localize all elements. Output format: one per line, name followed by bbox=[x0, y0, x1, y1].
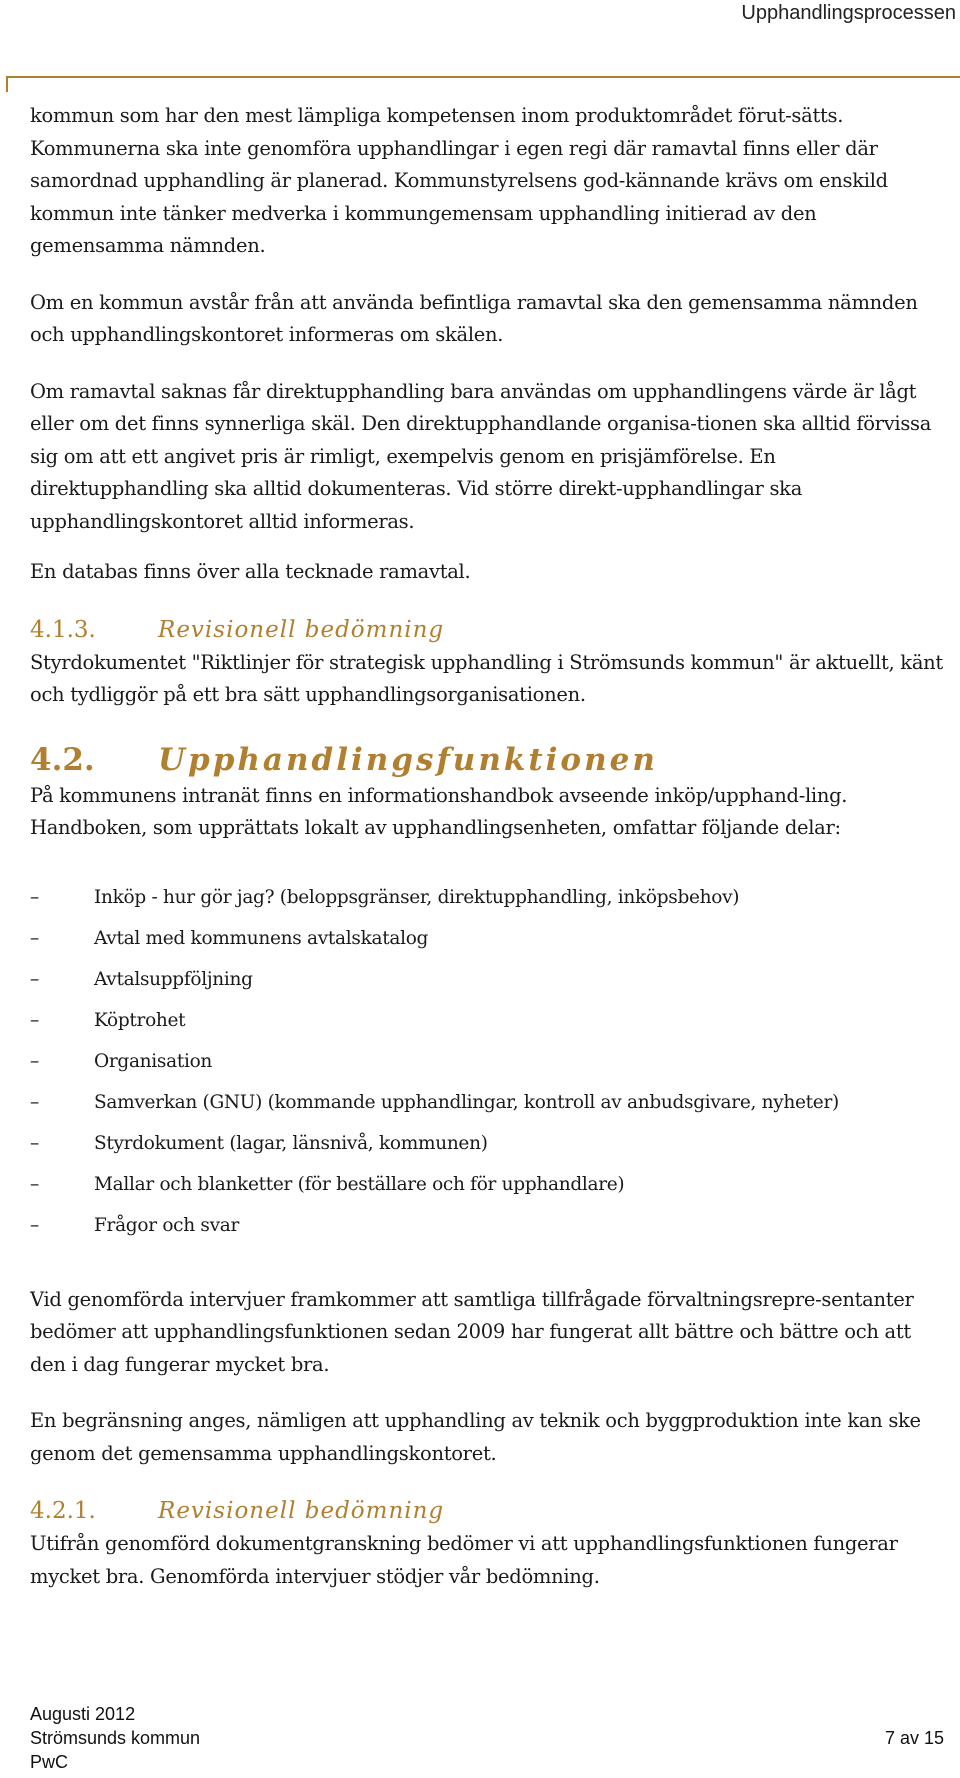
section-title: Upphandlingsfunktionen bbox=[158, 741, 658, 778]
paragraph-9: Utifrån genomförd dokumentgranskning bedömer vi att upphandlingsfunktionen fungerar mycket bra. Genomförda intervjuer stödjer vår bedömning. bbox=[30, 1532, 898, 1588]
list-item bbox=[30, 1082, 950, 1123]
page-number: 7 av 15 bbox=[884, 1728, 944, 1748]
dash-bullet: – bbox=[30, 1132, 39, 1154]
list-item-text: Avtalsuppföljning bbox=[94, 968, 253, 990]
list-item bbox=[30, 1041, 950, 1082]
paragraph-4: En databas finns över alla tecknade ramavtal. bbox=[30, 560, 471, 583]
section-title: Revisionell bedömning bbox=[158, 1498, 445, 1524]
dash-bullet: – bbox=[30, 1050, 39, 1072]
paragraph-6: På kommunens intranät finns en informationshandbok avseende inköp/upphand-ling. Handboken, som upprättats lokalt av upphandlingsenheten, omfattar följande delar: bbox=[30, 783, 848, 839]
header-rule bbox=[6, 76, 960, 78]
dash-bullet: – bbox=[30, 1214, 39, 1236]
paragraph-1: kommun som har den mest lämpliga kompetensen inom produktområdet förut-sätts. Kommunerna ska inte genomföra upphandlingar i egen regi där ramavtal finns eller där samordnad upphandling är planerad. Kommunstyrelsens god-kännande krävs om enskild kommun inte tänker medverka i kommungemensam upphandling initierad av den gemensamma nämnden. bbox=[30, 104, 888, 257]
section-heading-4-2-1 bbox=[30, 1494, 950, 1528]
list-item bbox=[30, 1164, 950, 1205]
list-item-text: Inköp - hur gör jag? (beloppsgränser, direktupphandling, inköpsbehov) bbox=[94, 886, 740, 908]
section-number: 4.2.1. bbox=[30, 1498, 96, 1524]
paragraph-3: Om ramavtal saknas får direktupphandling bara användas om upphandlingens värde är lågt eller om det finns synnerliga skäl. Den direktupphandlande organisa-tionen ska alltid förvissa sig om att ett angivet pris är rimligt, exempelvis genom en prisjämförelse. En direktupphandling ska alltid dokumenteras. Vid större direkt-upphandlingar ska upphandlingskontoret alltid informeras. bbox=[30, 379, 932, 533]
list-item bbox=[30, 1123, 950, 1164]
page-footer bbox=[30, 1702, 200, 1774]
section-title: Revisionell bedömning bbox=[158, 616, 445, 643]
list-item bbox=[30, 918, 950, 959]
list-item-text: Samverkan (GNU) (kommande upphandlingar, kontroll av anbudsgivare, nyheter) bbox=[94, 1091, 839, 1113]
handbook-contents-list bbox=[30, 877, 950, 1246]
dash-bullet: – bbox=[30, 1173, 39, 1195]
header-rule-tick bbox=[6, 76, 8, 92]
paragraph-7: Vid genomförda intervjuer framkommer att samtliga tillfrågade förvaltningsrepre-sentanter bedömer att upphandlingsfunktionen sedan 2009 har fungerat allt bättre och bättre och att den i dag fungerar mycket bra. bbox=[30, 1287, 914, 1376]
section-number: 4.2. bbox=[30, 741, 95, 778]
footer-organization: Strömsunds kommun bbox=[30, 1728, 201, 1748]
dash-bullet: – bbox=[30, 1009, 39, 1031]
section-heading-4-2 bbox=[30, 740, 950, 780]
section-number: 4.1.3. bbox=[30, 616, 96, 643]
dash-bullet: – bbox=[30, 968, 39, 990]
section-heading-4-1-3 bbox=[30, 613, 950, 647]
list-item bbox=[30, 1000, 950, 1041]
paragraph-2: Om en kommun avstår från att använda befintliga ramavtal ska den gemensamma nämnden och upphandlingskontoret informeras om skälen. bbox=[30, 290, 918, 346]
running-header-title: Upphandlingsprocessen bbox=[741, 2, 956, 24]
list-item bbox=[30, 877, 950, 918]
list-item-text: Avtal med kommunens avtalskatalog bbox=[94, 927, 429, 949]
list-item-text: Mallar och blanketter (för beställare och för upphandlare) bbox=[94, 1173, 625, 1195]
list-item-text: Organisation bbox=[94, 1050, 213, 1072]
list-item bbox=[30, 959, 950, 1000]
document-body bbox=[30, 100, 950, 1593]
paragraph-5: Styrdokumentet "Riktlinjer för strategisk upphandling i Strömsunds kommun" är aktuellt, känt och tydliggör på ett bra sätt upphandlingsorganisationen. bbox=[30, 650, 943, 706]
list-item bbox=[30, 1205, 950, 1246]
dash-bullet: – bbox=[30, 1091, 39, 1113]
footer-firm: PwC bbox=[30, 1752, 69, 1772]
paragraph-8: En begränsning anges, nämligen att upphandling av teknik och byggproduktion inte kan ske genom det gemensamma upphandlingskontoret. bbox=[30, 1409, 921, 1465]
list-item-text: Frågor och svar bbox=[94, 1214, 240, 1236]
list-item-text: Köptrohet bbox=[94, 1009, 186, 1031]
dash-bullet: – bbox=[30, 927, 39, 949]
dash-bullet: – bbox=[30, 886, 39, 908]
list-item-text: Styrdokument (lagar, länsnivå, kommunen) bbox=[94, 1132, 488, 1154]
footer-date: Augusti 2012 bbox=[30, 1704, 136, 1724]
